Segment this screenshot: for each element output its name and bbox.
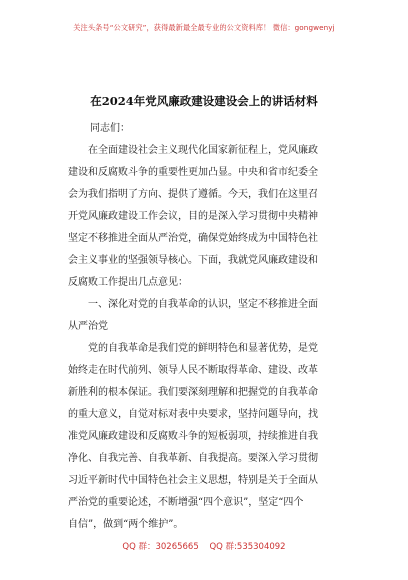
text-line: 会为我们指明了方向、提供了遵循。今天，我们在这里召 [68,189,318,200]
text-line: 党的自我革命是我们党的鲜明特色和显著优势，是党 [88,343,318,354]
salutation: 同志们： [90,123,130,134]
text-line: 新胜利的根本保证。我们要深刻理解和把握党的自我革命 [68,387,318,398]
text-line: 严治党的重要论述，不断增强“四个意识”，坚定“四个 [68,497,304,508]
qq-group-2: QQ 群:535304092 [209,542,286,552]
text-line: 习近平新时代中国特色社会主义思想，特别是关于全面从 [68,475,318,486]
header-watermark-note: 关注头条号“公文研究”，获得最新最全最专业的公文资料库！ 微信：gongwenyj [73,23,335,32]
paragraph-self-revolution [68,338,342,536]
text-line: 始终走在时代前列、领导人民不断取得革命、建设、改革 [68,365,318,376]
text-line: 一、深化对党的自我革命的认识，坚定不移推进全面 [88,299,318,310]
section-heading-1 [68,294,342,338]
document-title: 在2024年党风廉政建设建设会上的讲话材料 [90,94,318,108]
text-line: 坚定不移推进全面从严治党，确保党始终成为中国特色社 [68,233,318,244]
text-line: 的重大意义，自觉对标对表中央要求，坚持问题导向，找 [68,409,318,420]
text-line: 建设和反腐败斗争的重要性更加凸显。中央和省市纪委全 [68,167,318,178]
text-line: 反腐败工作提出几点意见： [68,277,188,288]
text-line: 在全面建设社会主义现代化国家新征程上，党风廉政 [88,145,318,156]
footer-contact [0,540,408,552]
text-line: 开党风廉政建设工作会议，目的是深入学习贯彻中央精神 [68,211,318,222]
text-line: 从严治党 [68,321,108,332]
text-line: 准党风廉政建设和反腐败斗争的短板弱项，持续推进自我 [68,431,318,442]
text-line: 会主义事业的坚强领导核心。下面，我就党风廉政建设和 [68,255,318,266]
text-line: 自信”，做到“两个维护”。 [68,519,184,530]
text-line: 净化、自我完善、自我革新、自我提高。要深入学习贯彻 [68,453,318,464]
paragraph-intro [68,140,342,294]
qq-group-1: QQ 群：30265665 [122,542,199,552]
